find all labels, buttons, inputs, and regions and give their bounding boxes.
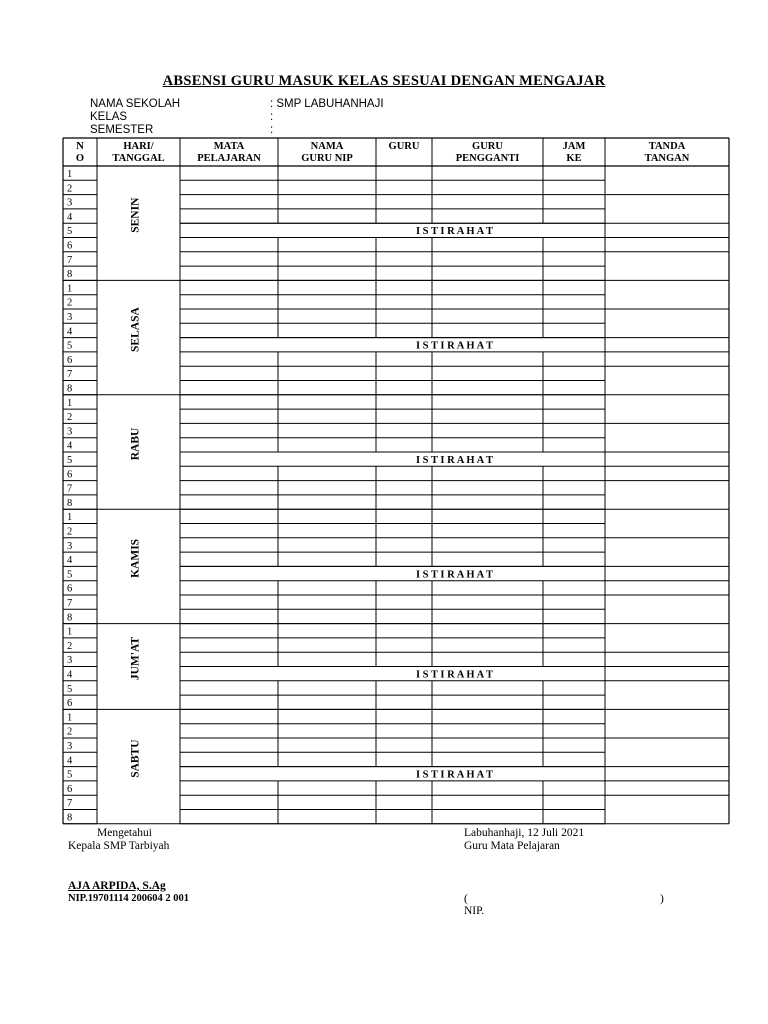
row-number: 8 — [67, 497, 73, 509]
info-semester-value: : — [270, 124, 274, 136]
row-number: 5 — [67, 455, 73, 466]
info-class-value: : — [270, 111, 274, 123]
break-label: I S T I R A H A T — [415, 569, 494, 581]
row-number: 3 — [67, 540, 73, 552]
row-number: 1 — [67, 169, 73, 180]
row-number: 8 — [67, 269, 73, 281]
row-number: 5 — [67, 226, 73, 238]
row-number: 6 — [67, 698, 73, 710]
break-label: I S T I R A H A T — [415, 455, 494, 466]
info-class-label: KELAS — [90, 111, 128, 123]
row-number: 4 — [67, 669, 73, 681]
row-number: 2 — [67, 183, 73, 195]
header-nama-text: GURU NIP — [301, 153, 353, 164]
header-jam-text: JAM — [562, 141, 586, 152]
row-number: 7 — [67, 483, 73, 495]
row-number: 4 — [67, 755, 73, 767]
row-number: 2 — [67, 297, 73, 309]
row-number: 7 — [67, 798, 73, 810]
info-school-value: : SMP LABUHANHAJI — [270, 98, 384, 110]
row-number: 3 — [67, 426, 73, 438]
header-pengganti-text: GURU — [472, 141, 503, 152]
row-number: 5 — [67, 683, 73, 695]
header-mata-text: PELAJARAN — [197, 153, 261, 164]
info-school-label: NAMA SEKOLAH — [90, 98, 181, 110]
header-hari-text: HARI/ — [123, 141, 154, 152]
header-hari-text: TANGGAL — [112, 153, 165, 164]
row-number: 5 — [67, 569, 73, 581]
header-jam-text: KE — [566, 153, 582, 164]
footer-paren-open: ( — [464, 893, 468, 905]
row-number: 3 — [67, 312, 73, 323]
row-number: 1 — [67, 397, 73, 409]
row-number: 5 — [67, 340, 73, 352]
row-number: 1 — [67, 712, 73, 724]
header-guru-text: GURU — [388, 141, 420, 152]
break-label: I S T I R A H A T — [415, 340, 494, 352]
footer-principal-title: Kepala SMP Tarbiyah — [68, 840, 170, 852]
footer-paren-close: ) — [660, 893, 664, 905]
row-number: 6 — [67, 240, 73, 252]
header-tanda-text: TANGAN — [644, 153, 690, 164]
footer-acknowledged: Mengetahui — [97, 827, 152, 839]
row-number: 4 — [67, 326, 73, 338]
day-label-4: JUM'AT — [129, 636, 142, 681]
day-label-3: KAMIS — [129, 538, 142, 578]
row-number: 3 — [67, 741, 73, 752]
row-number: 7 — [67, 369, 73, 381]
row-number: 5 — [67, 769, 73, 781]
row-number: 8 — [67, 612, 73, 624]
row-number: 1 — [67, 512, 73, 524]
row-number: 1 — [67, 283, 73, 295]
header-no-text: O — [75, 153, 85, 164]
row-number: 7 — [67, 254, 73, 266]
row-number: 6 — [67, 783, 73, 795]
header-mata-text: MATA — [213, 141, 245, 152]
break-label: I S T I R A H A T — [415, 226, 494, 238]
row-number: 2 — [67, 726, 73, 738]
row-number: 6 — [67, 354, 73, 366]
break-label: I S T I R A H A T — [415, 669, 494, 681]
footer-principal-name: AJA ARPIDA, S.Ag — [68, 880, 166, 892]
row-number: 4 — [67, 440, 73, 452]
footer-principal-nip: NIP.19701114 200604 2 001 — [68, 893, 189, 904]
footer-teacher-nip: NIP. — [464, 905, 485, 917]
header-nama-text: NAMA — [310, 141, 344, 152]
break-label: I S T I R A H A T — [415, 769, 494, 781]
row-number: 2 — [67, 412, 73, 424]
day-label-1: SELASA — [129, 307, 142, 352]
row-number: 1 — [67, 626, 73, 638]
footer-place-date: Labuhanhaji, 12 Juli 2021 — [464, 827, 585, 839]
row-number: 3 — [67, 655, 73, 667]
header-tanda-text: TANDA — [648, 141, 686, 152]
row-number: 4 — [67, 211, 73, 223]
row-number: 3 — [67, 197, 73, 209]
row-number: 6 — [67, 583, 73, 595]
row-number: 2 — [67, 526, 73, 538]
row-number: 4 — [67, 555, 73, 567]
document-title: ABSENSI GURU MASUK KELAS SESUAI DENGAN MENGAJAR — [162, 73, 606, 89]
day-label-0: SENIN — [129, 197, 142, 233]
day-label-5: SABTU — [129, 739, 142, 778]
row-number: 8 — [67, 812, 73, 824]
row-number: 8 — [67, 383, 73, 395]
info-semester-label: SEMESTER — [90, 124, 154, 136]
day-label-2: RABU — [129, 427, 142, 461]
header-pengganti-text: PENGGANTI — [455, 153, 520, 164]
row-number: 7 — [67, 598, 73, 609]
footer-teacher-title: Guru Mata Pelajaran — [464, 840, 560, 852]
row-number: 6 — [67, 469, 73, 481]
row-number: 2 — [67, 640, 73, 652]
header-no-text: N — [76, 141, 84, 152]
